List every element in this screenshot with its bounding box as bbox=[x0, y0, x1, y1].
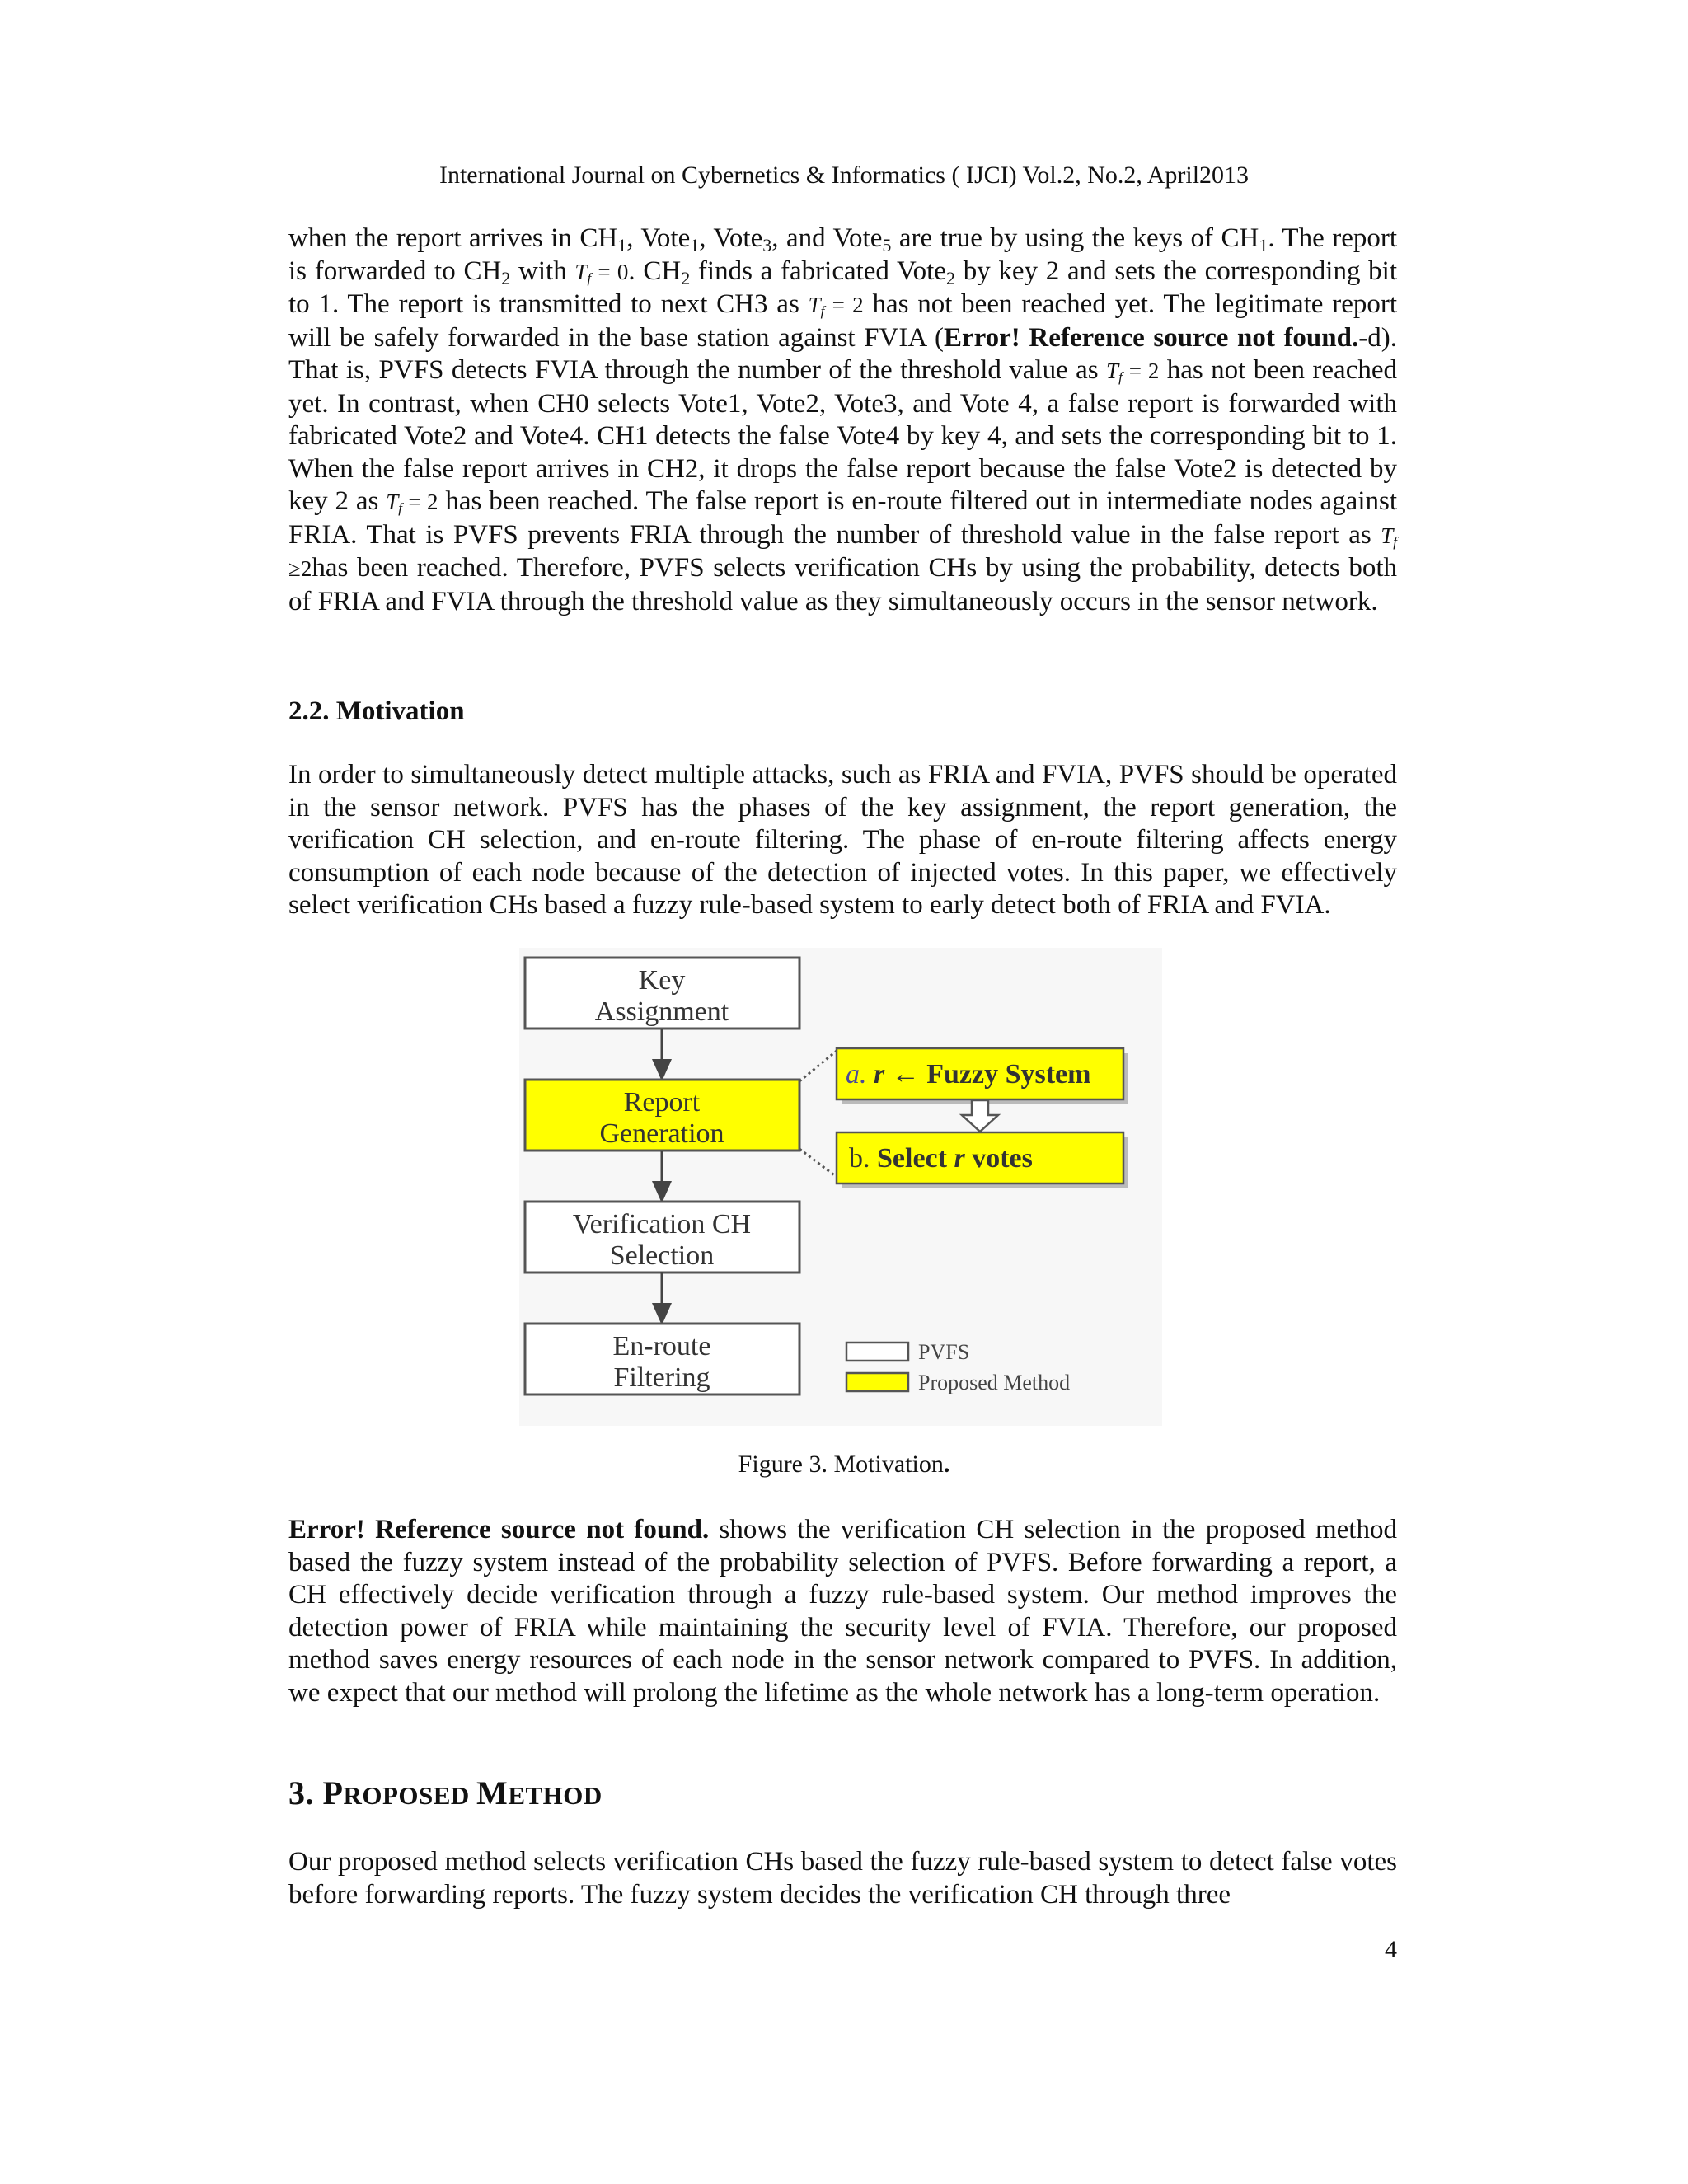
figure-motivation bbox=[519, 948, 1162, 1426]
box-key-assignment-line1: Key bbox=[638, 965, 686, 996]
box-verification-ch-selection-line1: Verification CH bbox=[572, 1209, 752, 1240]
running-header: International Journal on Cybernetics & Informatics ( IJCI) Vol.2, No.2, April2013 bbox=[438, 162, 1250, 189]
box-en-route-filtering-line2: Filtering bbox=[613, 1362, 710, 1393]
section-heading: 3. PROPOSED METHOD bbox=[288, 1774, 603, 1811]
box-report-generation-line2: Generation bbox=[599, 1118, 724, 1149]
legend-swatch-proposed bbox=[846, 1373, 908, 1391]
math-tf-eq-zero: $T_f = 0$ bbox=[574, 259, 629, 286]
box-key-assignment-line2: Assignment bbox=[594, 996, 729, 1027]
paragraph-3: Error! Reference source not found. shows the verification CH selection in the proposed method based the fuzzy system instead of the probability selection of PVFS. Before forwarding a report, a CH effectively decide verification through a fuzzy rule-based system. Our method improves the detection power of FRIA while maintaining the security level of FVIA. Therefore, our proposed method saves energy resources of each node in the sensor network compared to PVFS. In addition, we expect that our method will prolong the lifetime as the whole network has a long-term operation. bbox=[288, 1515, 1398, 1708]
legend-label-pvfs: PVFS bbox=[918, 1340, 970, 1364]
math-tf-eq-two: $T_f = 2$ bbox=[808, 293, 864, 319]
math-tf-geq-two: $T_f \ge 2$ bbox=[288, 523, 1397, 581]
error-reference: Error! Reference source not found. bbox=[288, 1515, 710, 1544]
math-tf-eq-two: $T_f = 2$ bbox=[386, 490, 438, 516]
page-number: 4 bbox=[1385, 1936, 1397, 1963]
box-report-generation-line1: Report bbox=[623, 1087, 701, 1118]
paragraph-4: Our proposed method selects verification CHs based the fuzzy rule-based system to detect false votes before forwarding reports. The fuzzy system decides the verification CH through three bbox=[288, 1847, 1397, 1910]
figure-caption: Figure 3. Motivation. bbox=[738, 1451, 950, 1478]
legend-label-proposed: Proposed Method bbox=[918, 1371, 1071, 1394]
paragraph-2: In order to simultaneously detect multiple attacks, such as FRIA and FVIA, PVFS should be operated in the sensor network. PVFS has the phases of the key assignment, the report generation, the verification CH selection, and en-route filtering. The phase of en-route filtering affects energy consumption of each node because of the detection of injected votes. In this paper, we effectively select verification CHs based a fuzzy rule-based system to early detect both of FRIA and FVIA. bbox=[288, 760, 1398, 920]
box-en-route-filtering-line1: En-route bbox=[612, 1331, 711, 1361]
error-reference: Error! Reference source not found. bbox=[943, 322, 1359, 353]
step-b-label: b. Select r votes bbox=[849, 1143, 1033, 1174]
paragraph-1: when the report arrives in $CH_1$, Vote$_1$, Vote$_3$, and Vote$_5$ are true by using the keys of $CH_1$. The report is forwarded to $CH_2$ with $T_f = 0$. $CH_2$ finds a fabricated Vote$_2$ by key 2 and sets the corresponding bit to 1. The report is transmitted to next CH3 as $T_f = 2$ has not been reached yet. The legitimate report will be safely forwarded in the base station against FVIA (Error! Reference source not found.-d). That is, PVFS detects FVIA through the number of the threshold value as $T_f = 2$ has not been reached yet. In contrast, when CH0 selects Vote1, Vote2, Vote3, and Vote 4, a false report is forwarded with fabricated Vote2 and Vote4. CH1 detects the false Vote4 by key 4, and sets the corresponding bit to 1. When the false report arrives in CH2, it drops the false report because the false Vote2 is detected by key 2 as $T_f = 2$ has been reached. The false report is en-route filtered out in intermediate nodes against FRIA. That is PVFS prevents FRIA through the number of threshold value in the false report as $T_f \ge 2has$ been reached. Therefore, PVFS selects verification CHs by using the probability, detects both of FRIA and FVIA through the threshold value as they simultaneously occurs in the sensor network. bbox=[288, 223, 1398, 616]
box-verification-ch-selection-line2: Selection bbox=[609, 1240, 715, 1271]
legend-swatch-pvfs bbox=[846, 1343, 908, 1361]
step-a-label: a. r ← Fuzzy System bbox=[846, 1059, 1091, 1090]
subsection-heading: 2.2. Motivation bbox=[288, 696, 465, 726]
math-tf-eq-two: $T_f = 2$ bbox=[1106, 359, 1160, 385]
